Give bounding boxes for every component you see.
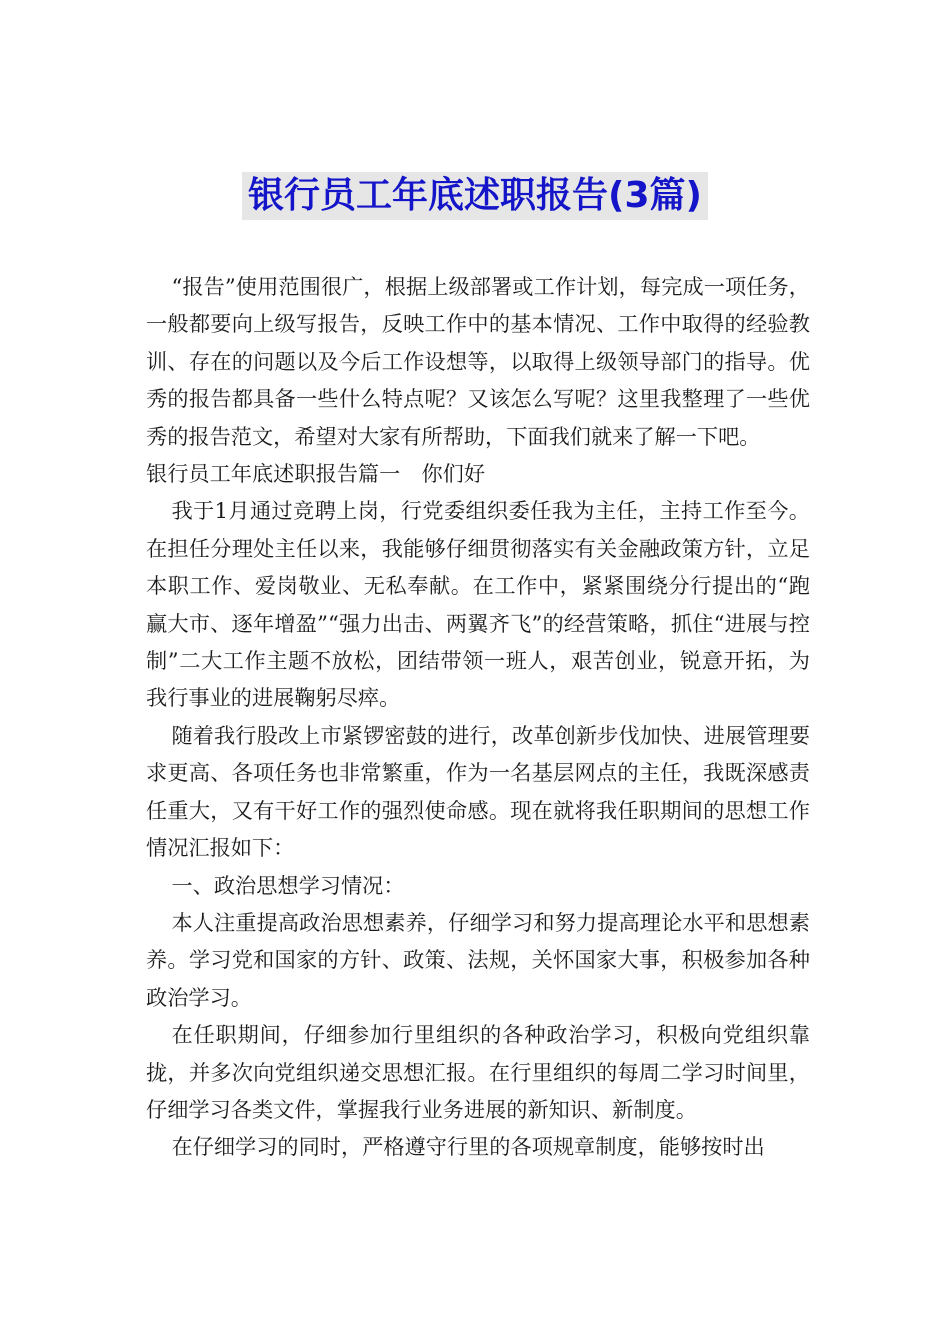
title-container (0, 172, 950, 220)
section-heading: 银行员工年底述职报告篇一 你们好 (146, 461, 486, 487)
paragraph: 我于1月通过竞聘上岗，行党委组织委任我为主任，主持工作至今。在担任分理处主任以来，我能够仔细贯彻落实有关金融政策方针，立足本职工作、爱岗敬业、无私奉献。在工作中，紧紧围绕分行提出的“跑赢大市、逐年增盈”“强力出击、两翼齐飞”的经营策略，抓住“进展与控制”二大工作主题不放松，团结带领一班人，艰苦创业，锐意开拓，为我行事业的进展鞠躬尽瘁。 (146, 498, 810, 711)
paragraph: 在仔细学习的同时，严格遵守行里的各项规章制度，能够按时出 (171, 1134, 765, 1160)
document-title: 银行员工年底述职报告(3篇) (242, 172, 708, 220)
paragraph: 本人注重提高政治思想素养，仔细学习和努力提高理论水平和思想素养。学习党和国家的方针、政策、法规，关怀国家大事，积极参加各种政治学习。 (146, 909, 810, 1010)
paragraph: 在任职期间，仔细参加行里组织的各种政治学习，积极向党组织靠拢，并多次向党组织递交思想汇报。在行里组织的每周二学习时间里，仔细学习各类文件，掌握我行业务进展的新知识、新制度。 (146, 1022, 810, 1122)
paragraph: 随着我行股改上市紧锣密鼓的进行，改革创新步伐加快、进展管理要求更高、各项任务也非常繁重，作为一名基层网点的主任，我既深感责任重大，又有干好工作的强烈使命感。现在就将我任职期间的思想工作情况汇报如下： (146, 722, 810, 861)
document-body (146, 268, 810, 1166)
paragraph-intro: “报告”使用范围很广，根据上级部署或工作计划，每完成一项任务，一般都要向上级写报告，反映工作中的基本情况、工作中取得的经验教训、存在的问题以及今后工作设想等，以取得上级领导部门的指导。优秀的报告都具备一些什么特点呢？又该怎么写呢？这里我整理了一些优秀的报告范文，希望对大家有所帮助，下面我们就来了解一下吧。 (146, 274, 810, 449)
subsection-heading: 一、政治思想学习情况： (171, 872, 405, 898)
